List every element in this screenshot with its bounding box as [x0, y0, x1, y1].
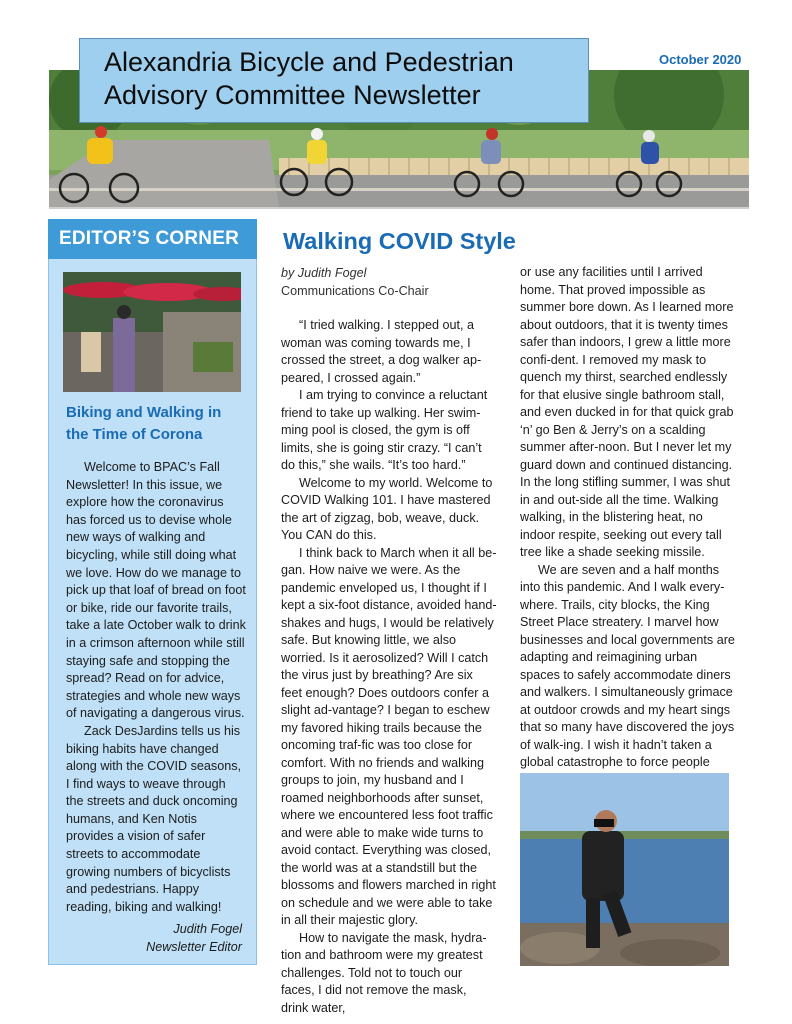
editors-corner-body [66, 459, 246, 916]
article-column-2 [520, 264, 740, 789]
waterfront-walker-photo [520, 773, 729, 966]
editors-corner-subheading: Biking and Walking in the Time of Corona [66, 404, 222, 443]
article-title: Walking COVID Style [283, 228, 516, 254]
title-line-2: Advisory Committee Newsletter [104, 80, 481, 110]
newsletter-title-box [79, 38, 589, 123]
editor-name: Judith Fogel [173, 922, 242, 936]
article-byline [281, 264, 429, 300]
editor-title: Newsletter Editor [146, 939, 242, 954]
streatery-photo [63, 272, 241, 392]
article-paragraph: Welcome to my world. Welcome to COVID Walking 101. I have mastered the art of zigzag, bob, weave, duck. You CAN do this. [281, 475, 493, 542]
article-column-1 [281, 317, 497, 1017]
title-line-1: Alexandria Bicycle and Pedestrian [104, 47, 514, 77]
issue-date: October 2020 [659, 52, 742, 67]
article-paragraph: We are seven and a half months into this pandemic. And I walk every-where. Trails, city blocks, the King Street Place streatery. I marvel how businesses and local governments are adapting and reimagining urban spaces to safely accommodate diners and walkers. I simultaneously grimace at outdoor crowds and my heart sings that so many have discovered the joys of walk-ing. I wish it hadn’t taken a global catastrophe to force people [520, 562, 735, 769]
editor-signature [66, 921, 242, 956]
article-paragraph: or use any facilities until I arrived home. That proved impossible as summer bore down. As I learned more about outdoors, that it is twenty times safer than indoors, I grew a little more confi-dent. I removed my mask to quench my thirst, searched endlessly for that elusive single bathroom stall, and even ducked in for that quick grab ‘n’ go Ben & Jerry’s on a scalding summer after-noon. But I never let my guard down and continued distancing. In the long stifling summer, I was shut in and out-side all the time. Walking walking, in the blistering heat, no indoor respite, seeking out every tall tree like a shade seeking missile. [520, 265, 734, 559]
article-paragraph: I am trying to convince a reluctant friend to take up walking. Her swim-ming pool is closed, the gym is off limits, she is going stir crazy. “I can’t do this,” she wails. “It’s too hard.” [281, 388, 488, 472]
article-paragraph: I think back to March when it all be-gan. How naive we were. As the pandemic enveloped us, I thought if I kept a six-foot distance, avoided hand-shakes and hugs, I would be relatively safe. But knowing little, we also worried. Is it aerosolized? Will I catch the virus just by breathing? Are six feet enough? Does outdoors confer a slight ad-vantage? I began to eschew my favored hiking trails because the oncoming traf-fic was too close for comfort. With no friends and walking groups to join, my husband and I roamed neighborhoods after sunset, where we encountered less foot traffic and were able to make wide turns to avoid contact. Everything was closed, the world was at a standstill but the blossoms and flowers marched in right on schedule and we were able to take in all their majestic glory. [281, 545, 497, 927]
byline-author: by Judith Fogel [281, 266, 367, 280]
article-paragraph: “I tried walking. I stepped out, a woman was coming towards me, I crossed the street, a dog walker ap-peared, I crossed again.” [281, 318, 482, 385]
editors-paragraph: Welcome to BPAC’s Fall Newsletter! In this issue, we explore how the coronavirus has forced us to devise whole new ways of walking and bicycling, while still doing what we love. How do we manage to pick up that loaf of bread on foot or bike, ride our favorite trails, take a late October walk to drink in a crimson afternoon while still staying safe and stopping the spread? Read on for advice, strategies and whole new ways of navigating a dangerous virus. [66, 460, 246, 721]
editors-corner-heading: EDITOR’S CORNER [48, 219, 257, 259]
byline-role: Communications Co-Chair [281, 284, 429, 298]
article-paragraph: How to navigate the mask, hydra-tion and bathroom were my greatest challenges. Told not to touch our faces, I did not remove the mask, drink water, [281, 930, 487, 1015]
editors-paragraph: Zack DesJardins tells us his biking habits have changed along with the COVID seasons, I find ways to weave through the streets and duck oncoming humans, and Ken Notis provides a vision of safer streets to accommodate growing numbers of bicyclists and pedestrians. Happy reading, biking and walking! [66, 723, 242, 914]
